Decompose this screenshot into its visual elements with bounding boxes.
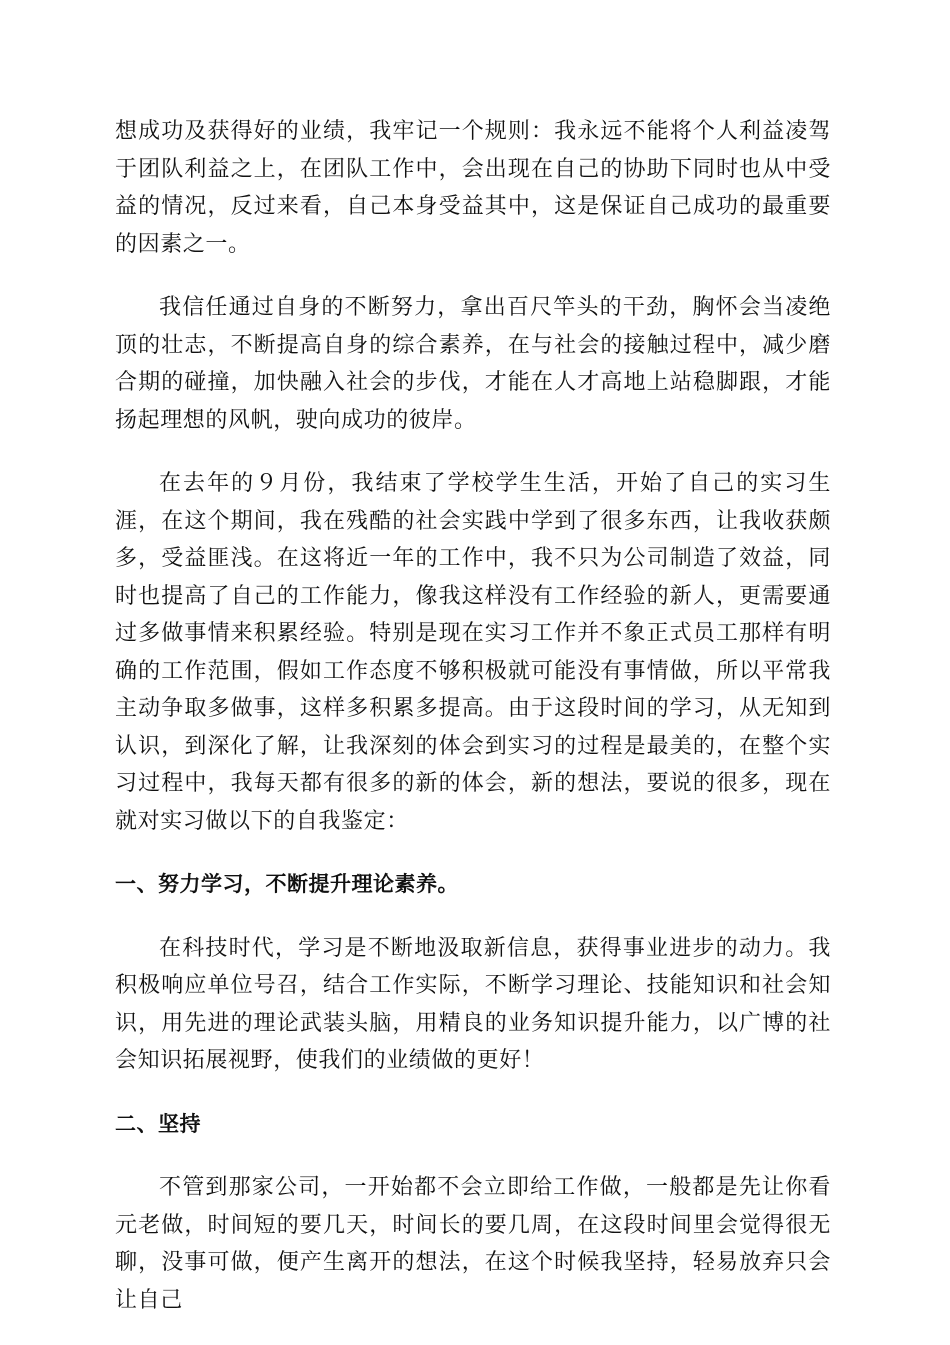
paragraph-4: 在科技时代，学习是不断地汲取新信息，获得事业进步的动力。我积极响应单位号召，结合工作实际，不断学习理论、技能知识和社会知识，用先进的理论武装头脑，用精良的业务知识提升能力，以广博的社会知识拓展视野，使我们的业绩做的更好！ [115,935,831,1073]
section-heading-2: 二、坚持 [115,1111,201,1136]
paragraph-5: 不管到那家公司，一开始都不会立即给工作做，一般都是先让你看元老做，时间短的要几天，时间长的要几周，在这段时间里会觉得很无聊，没事可做，便产生离开的想法，在这个时候我坚持，轻易放弃只会让自己 [115,1175,831,1313]
section-heading-1: 一、努力学习，不断提升理论素养。 [115,872,459,896]
document-body [115,113,831,1345]
paragraph-1: 想成功及获得好的业绩，我牢记一个规则：我永远不能将个人利益凌驾于团队利益之上，在团队工作中，会出现在自己的协助下同时也从中受益的情况，反过来看，自己本身受益其中，这是保证自己成功的最重要的因素之一。 [115,119,831,257]
paragraph-2: 我信任通过自身的不断努力，拿出百尺竿头的干劲，胸怀会当凌绝顶的壮志，不断提高自身的综合素养，在与社会的接触过程中，减少磨合期的碰撞，加快融入社会的步伐，才能在人才高地上站稳脚跟，才能扬起理想的风帆，驶向成功的彼岸。 [115,295,831,433]
paragraph-3: 在去年的９月份，我结束了学校学生生活，开始了自己的实习生涯，在这个期间，我在残酷的社会实践中学到了很多东西，让我收获颇多，受益匪浅。在这将近一年的工作中，我不只为公司制造了效益，同时也提高了自己的工作能力，像我这样没有工作经验的新人，更需要通过多做事情来积累经验。特别是现在实习工作并不象正式员工那样有明确的工作范围，假如工作态度不够积极就可能没有事情做，所以平常我主动争取多做事，这样多积累多提高。由于这段时间的学习，从无知到认识，到深化了解，让我深刻的体会到实习的过程是最美的，在整个实习过程中，我每天都有很多的新的体会，新的想法，要说的很多，现在就对实习做以下的自我鉴定： [115,471,831,834]
